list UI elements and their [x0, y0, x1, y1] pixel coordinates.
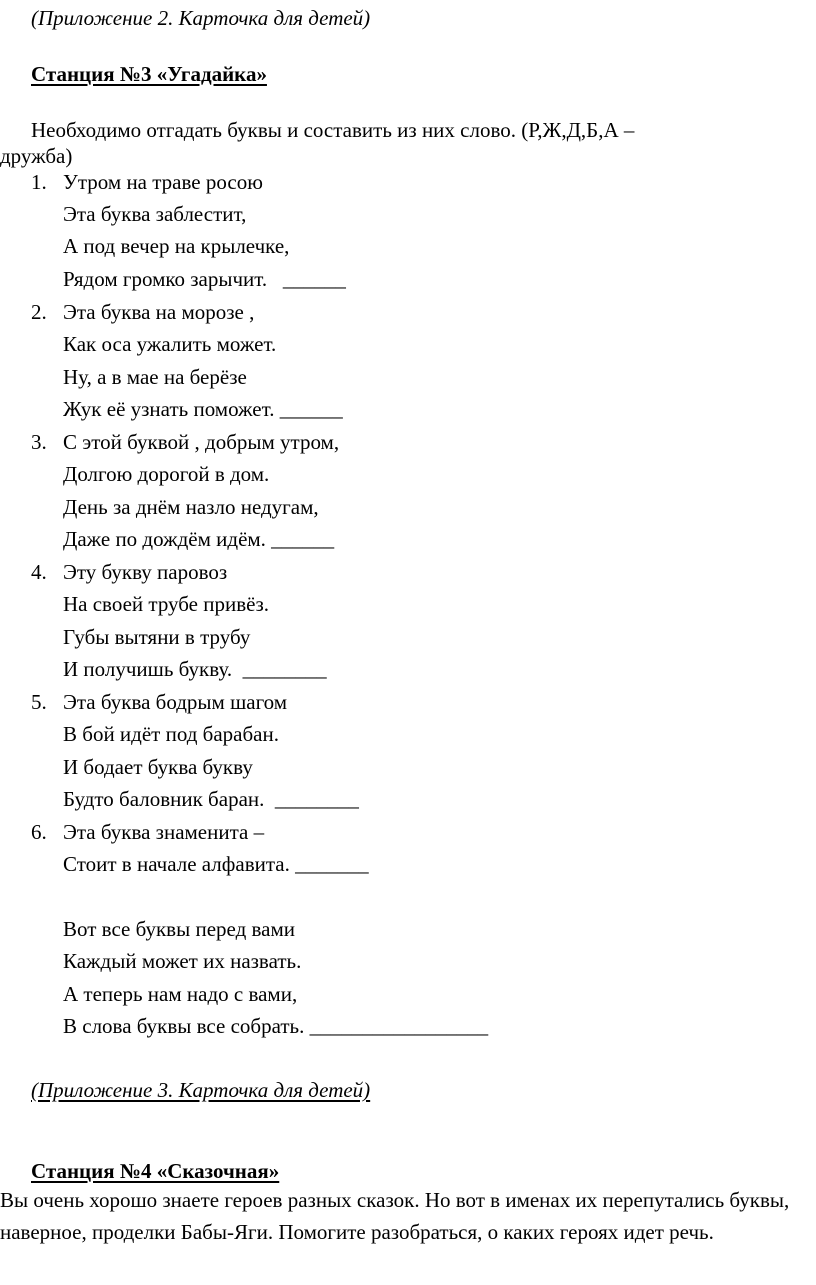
- closing-line: Каждый может их назвать.: [63, 949, 302, 973]
- riddle-line: Будто баловник баран. ________: [63, 787, 359, 811]
- riddle-line: Ну, а в мае на берёзе: [63, 365, 247, 389]
- riddle-number: 1.: [31, 170, 47, 194]
- riddle-number: 6.: [31, 820, 47, 844]
- riddle-number: 3.: [31, 430, 47, 454]
- closing-line: А теперь нам надо с вами,: [63, 982, 298, 1006]
- riddle-line: В бой идёт под барабан.: [63, 722, 279, 746]
- riddle-line: Эта буква знаменита –: [63, 820, 265, 844]
- riddle-line: Эту букву паровоз: [63, 560, 228, 584]
- riddle-line: Стоит в начале алфавита. _______: [63, 852, 369, 876]
- riddle-number: 5.: [31, 690, 47, 714]
- riddle-line: Утром на траве росою: [63, 170, 263, 194]
- riddle-line: Губы вытяни в трубу: [63, 625, 251, 649]
- riddle-line: И получишь букву. ________: [63, 657, 327, 681]
- riddle-line: День за днём назло недугам,: [63, 495, 319, 519]
- riddle-line: А под вечер на крылечке,: [63, 234, 290, 258]
- riddle-line: Как оса ужалить может.: [63, 332, 277, 356]
- station-3-title: Станция №3 «Угадайка»: [31, 62, 267, 86]
- riddle-line: И бодает буква букву: [63, 755, 253, 779]
- riddle-line: С этой буквой , добрым утром,: [63, 430, 340, 454]
- station-4-title: Станция №4 «Сказочная»: [31, 1159, 280, 1183]
- closing-line: Вот все буквы перед вами: [63, 917, 295, 941]
- riddle-number: 2.: [31, 300, 47, 324]
- appendix-2-caption: (Приложение 2. Карточка для детей): [31, 6, 371, 30]
- riddle-line: Эта буква заблестит,: [63, 202, 247, 226]
- riddle-line: Рядом громко зарычит. ______: [63, 267, 346, 291]
- riddle-line: Даже по дождём идём. ______: [63, 527, 335, 551]
- riddle-number: 4.: [31, 560, 47, 584]
- appendix-3-caption: (Приложение 3. Карточка для детей): [31, 1078, 371, 1102]
- riddle-line: Эта буква на морозе ,: [63, 300, 255, 324]
- closing-line: В слова буквы все собрать. _________________: [63, 1014, 489, 1038]
- station-4-text: Вы очень хорошо знаете героев разных сказок. Но вот в именах их перепутались буквы, наверное, проделки Бабы-Яги. Помогите разобраться, о каких героях идет речь.: [0, 1188, 790, 1244]
- station-3-intro-line-1: Необходимо отгадать буквы и составить из них слово. (Р,Ж,Д,Б,А –: [31, 118, 635, 142]
- station-3-intro-line-2: дружба): [0, 144, 73, 168]
- riddle-line: Жук её узнать поможет. ______: [63, 397, 343, 421]
- riddle-line: На своей трубе привёз.: [63, 592, 270, 616]
- riddle-line: Долгою дорогой в дом.: [63, 462, 270, 486]
- riddle-line: Эта буква бодрым шагом: [63, 690, 288, 714]
